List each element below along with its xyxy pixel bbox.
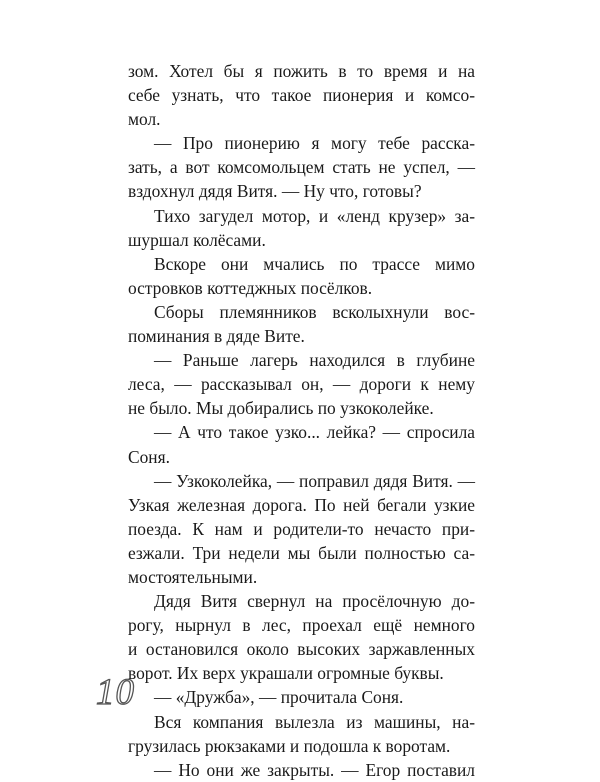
- text-line: Сборы племянников всколыхнули вос-: [154, 301, 475, 322]
- text-line: Тихо загудел мотор, и «ленд крузер» за-: [154, 205, 475, 226]
- text-line: поминания в дяде Вите.: [128, 326, 305, 347]
- text-line: — Про пионерию я могу тебе расска-: [154, 133, 475, 154]
- text-line: островков коттеджных посёлков.: [128, 277, 373, 298]
- text-line: вздохнул дядя Витя. — Ну что, готовы?: [128, 181, 422, 202]
- text-line: Узкая железная дорога. По ней бегали узкие: [128, 494, 475, 515]
- body-text: [128, 59, 475, 782]
- text-line: ворот. Их верх украшали огромные буквы.: [128, 663, 444, 684]
- text-line: мостоятельными.: [128, 566, 258, 587]
- text-line: — Раньше лагерь находился в глубине: [154, 350, 475, 371]
- text-line: рогу, нырнул в лес, проехал ещё немного: [128, 615, 475, 636]
- text-line: Вскоре они мчались по трассе мимо: [154, 253, 475, 274]
- text-line: шуршал колёсами.: [128, 229, 266, 250]
- text-line: Дядя Витя свернул на просёлочную до-: [154, 591, 475, 612]
- text-line: — Узкоколейка, — поправил дядя Витя. —: [154, 470, 475, 491]
- page-number: 10: [96, 672, 135, 713]
- text-line: — «Дружба», — прочитала Соня.: [154, 687, 404, 708]
- text-line: леса, — рассказывал он, — дороги к нему: [128, 374, 475, 395]
- text-line: мол.: [128, 109, 161, 130]
- text-line: грузилась рюкзаками и подошла к воротам.: [128, 735, 451, 756]
- text-line: поезда. К нам и родители-то нечасто при-: [128, 518, 475, 539]
- text-line: и остановился около высоких заржавленных: [128, 639, 475, 660]
- text-line: Вся компания вылезла из машины, на-: [154, 711, 475, 732]
- text-line: себе узнать, что такое пионерия и комсо-: [128, 85, 475, 106]
- text-line: не было. Мы добирались по узкоколейке.: [128, 398, 434, 419]
- text-line: — Но они же закрыты. — Егор поставил: [154, 759, 475, 780]
- text-line: зом. Хотел бы я пожить в то время и на: [128, 61, 475, 81]
- text-line: — А что такое узко... лейка? — спросила: [154, 422, 475, 443]
- text-line: Соня.: [128, 446, 170, 467]
- text-line: зать, а вот комсомольцем стать не успел, —: [128, 157, 475, 178]
- text-line: езжали. Три недели мы были полностью са-: [128, 542, 475, 563]
